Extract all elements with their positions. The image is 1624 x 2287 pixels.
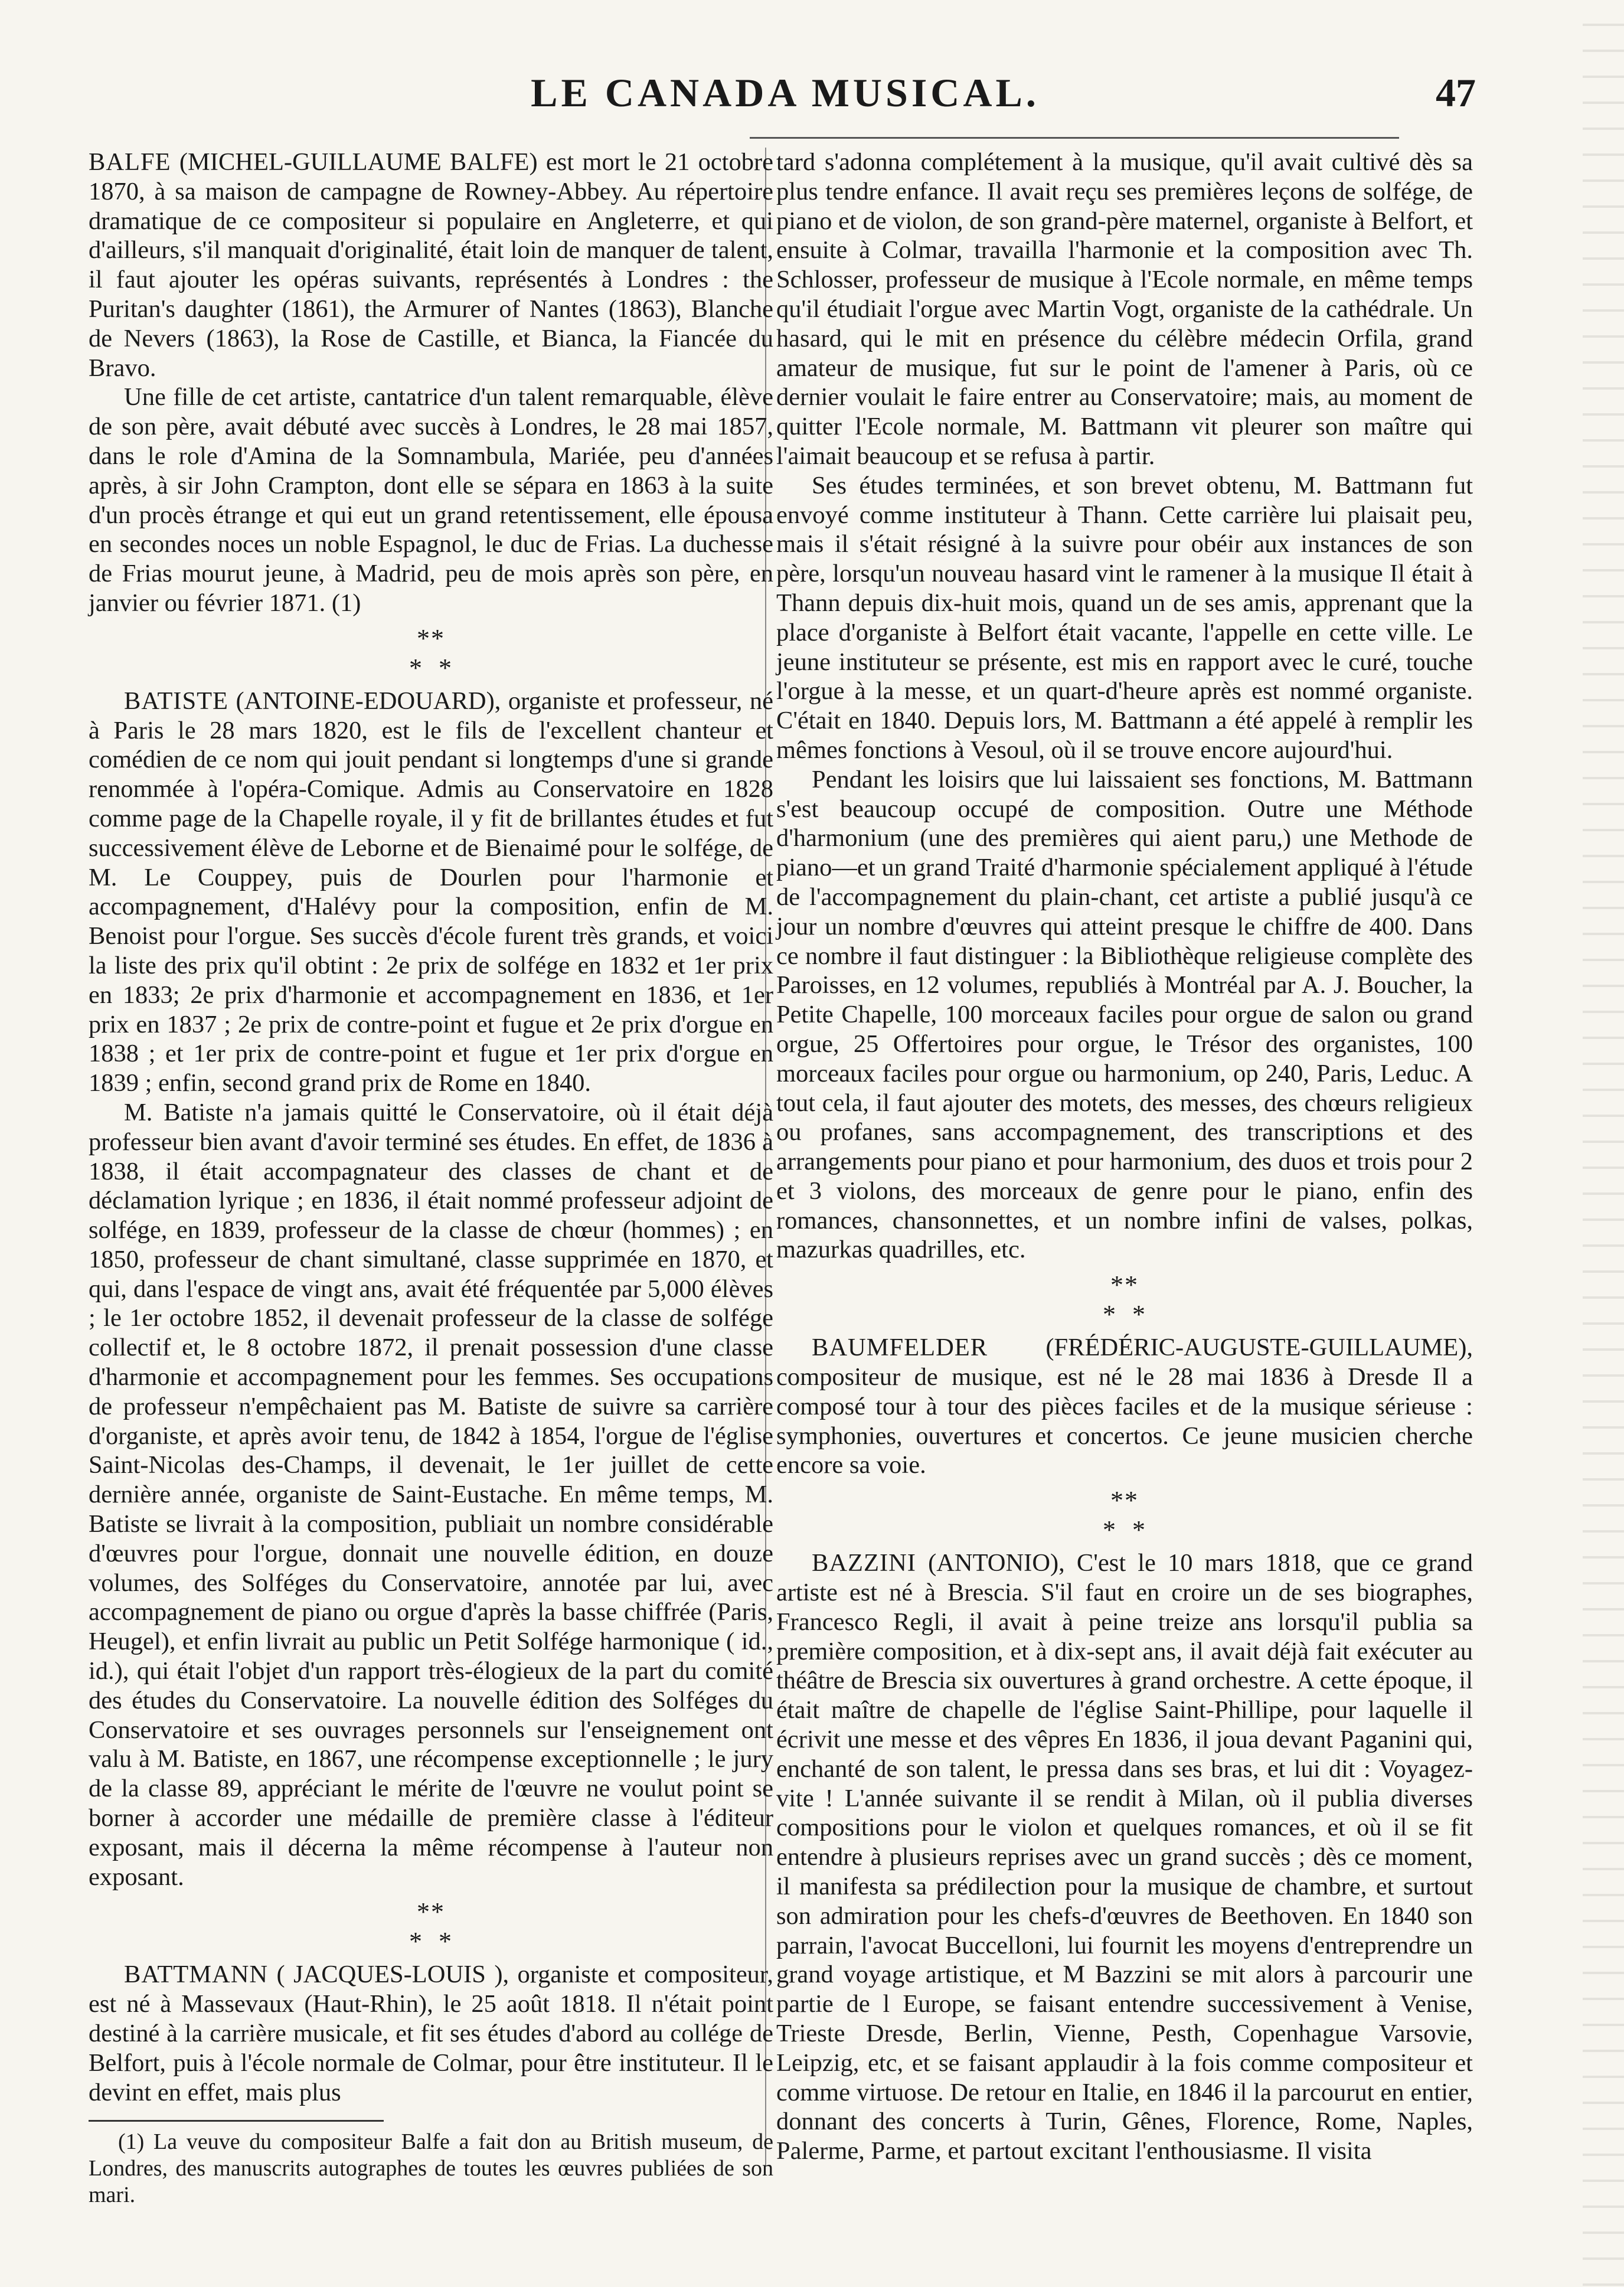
- footnote-rule: [89, 2120, 384, 2122]
- entry-text: est mort le 21 octobre 1870, à sa maison de campagne de Rowney-Abbey. Au répertoire dramatique de ce compositeur si populaire en Angleterre, et qui d'ailleurs, s'il manquait d'originalité, était loin de manquer de talent, il faut ajouter les opéras suivants, représentés à Londres : the Puritan's daughter (1861), the Armurer of Nantes (1863), Blanche de Nevers (1863), la Rose de Castille, et Bianca, la Fiancée du Bravo.: [89, 148, 774, 382]
- entry-balfe: [89, 148, 773, 383]
- entry-fullname: (MICHEL-GUILLAUME BALFE): [179, 148, 538, 176]
- section-separator: ** * *: [1103, 1270, 1146, 1329]
- entry-fullname: (ANTOINE-EDOUARD),: [236, 687, 501, 715]
- paragraph: Pendant les loisirs que lui laissaient ses fonctions, M. Battmann s'est beaucoup occupé de composition. Outre une Méthode d'harmonium (une des premières qui aient paru,) une Methode de piano—et un grand Traité d'harmonie spécialement appliqué à l'étude de l'accompagnement du plain-chant, cet artiste a publié jusqu'à ce jour un nombre d'œuvres qui atteint presque le chiffre de 400. Dans ce nombre il faut distinguer : la Bibliothèque religieuse complète des Paroisses, en 12 volumes, republiés à Montréal par A. J. Boucher, la Petite Chapelle, 100 morceaux faciles pour orgue de salon ou grand orgue, 25 Offertoires pour orgue, le Trésor des organistes, 100 morceaux faciles pour orgue ou harmonium, op 240, Paris, Leduc. A tout cela, il faut ajouter des motets, des messes, des chœurs religieux ou profanes, sans accompagnement, des transcriptions et des arrangements pour piano et pour harmonium, des duos et trois pour 2 et 3 violons, des morceaux de genre pour le piano, enfin des romances, chansonnettes, et un nombre infini de valses, polkas, mazurkas quadrilles, etc.: [776, 765, 1473, 1264]
- entry-name: BAZZINI: [812, 1549, 916, 1577]
- entry-fullname: (ANTONIO),: [928, 1549, 1065, 1577]
- entry-text: compositeur de musique, est né le 28 mai 1836 à Dresde Il a composé tour à tour des pièces faciles et de la musique sérieuse : symphonies, ouvertures et concertos. Ce jeune musicien cherche encore sa voie.: [776, 1363, 1473, 1479]
- footnote-text: (1) La veuve du compositeur Balfe a fait don au British museum, de Londres, des manuscrits autographes de toutes les œuvres publiées de son mari.: [89, 2129, 773, 2208]
- section-separator: ** * *: [409, 1897, 453, 1956]
- page-header: [94, 70, 1476, 123]
- entry-name: BALFE: [89, 148, 171, 176]
- entry-batiste: [89, 687, 773, 1098]
- entry-text: C'est le 10 mars 1818, que ce grand artiste est né à Brescia. S'il faut en croire un de ses biographes, Francesco Regli, il avait à peine treize ans lorsqu'il publia sa première composition, et à dix-sept ans, il avait déjà fait exécuter au théâtre de Brescia six ouvertures à grand orchestre. A cette époque, il était maître de chapelle de l'église Saint-Phillipe, pour laquelle il écrivit une messe et des vêpres En 1836, il joua devant Paganini qui, enchanté de son talent, le pressa dans ses bras, et lui dit : Voyagez-vite ! L'année suivante il se rendit à Milan, où il publia diverses compositions pour le violon et quelques romances, et où il se fit entendre à plusieurs reprises avec un grand succès ; dès ce moment, il manifesta sa prédilection pour la musique de chambre, et surtout son admiration pour les chefs-d'œuvres de Beethoven. En 1840 son parrain, l'avocat Buccelloni, lui fournit les moyens d'entreprendre un grand voyage artistique, et M Bazzini se mit alors à parcourir une partie de l Europe, se faisant entendre successivement à Venise, Trieste Dresde, Berlin, Vienne, Pesth, Copenhague Varsovie, Leipzig, etc, et se faisant applaudir à la fois comme compositeur et comme virtuose. De retour en Italie, en 1846 il la parcourut en entier, donnant des concerts à Turin, Gênes, Florence, Rome, Naples, Palerme, Parme, et partout excitant l'enthousiasme. Il visita: [776, 1549, 1473, 2165]
- entry-battmann: [89, 1960, 773, 2107]
- paragraph: Ses études terminées, et son brevet obtenu, M. Battmann fut envoyé comme instituteur à Thann. Cette carrière lui plaisait peu, mais il s'était résigné à la suivre pour obéir aux instances de son père, lorsqu'un nouveau hasard vint le ramener à la musique Il était à Thann depuis dix-huit mois, quand un de ses amis, apprenant que la place d'organiste à Belfort était vacante, l'appelle en cette ville. Le jeune instituteur se présente, est mis en rapport avec le curé, touche l'orgue à la messe, et un quart-d'heure après est nommé organiste. C'était en 1840. Depuis lors, M. Battmann a été appelé à remplir les mêmes fonctions à Vesoul, où il se trouve encore aujourd'hui.: [776, 471, 1473, 764]
- paragraph: Une fille de cet artiste, cantatrice d'un talent remarquable, élève de son père, avait débuté avec succès à Londres, le 28 mai 1857, dans le role d'Amina de la Somnambula, Mariée, peu d'années après, à sir John Crampton, dont elle se sépara en 1863 à la suite d'un procès étrange et qui eut un grand retentissement, elle épousa en secondes noces un noble Espagnol, le duc de Frias. La duchesse de Frias mourut jeune, à Madrid, peu de mois après son père, en janvier ou février 1871. (1): [89, 383, 773, 617]
- entry-text: organiste et compositeur, est né à Massevaux (Haut-Rhin), le 25 août 1818. Il n'était point destiné à la carrière musicale, et fit ses études d'abord au collége de Belfort, puis à l'école normale de Colmar, pour être instituteur. Il le devint en effet, mais plus: [89, 1961, 774, 2106]
- entry-name: BAUMFELDER: [812, 1334, 988, 1362]
- page-title: LE CANADA MUSICAL.: [531, 70, 1040, 115]
- paragraph: M. Batiste n'a jamais quitté le Conservatoire, où il était déjà professeur bien avant d'avoir terminé ses études. En effet, de 1836 à 1838, il était accompagnateur des classes de chant et de déclamation lyrique ; en 1836, il était nommé professeur adjoint de solfége, en 1839, professeur de la classe de chœur (hommes) ; en 1850, professeur de chant simultané, classe supprimée en 1870, et qui, dans l'espace de vingt ans, avait été fréquentée par 5,000 élèves ; le 1er octobre 1852, il devenait professeur de la classe de solfége collectif et, le 8 octobre 1872, il prenait possession d'une classe d'harmonie et accompagnement pour les femmes. Ses occupations de professeur n'empêchaient pas M. Batiste de suivre sa carrière d'organiste, et après avoir tenu, de 1842 à 1854, l'orgue de l'église Saint-Nicolas des-Champs, il devenait, le 1er juillet de cette dernière année, organiste de Saint-Eustache. En même temps, M. Batiste se livrait à la composition, publiait un nombre considérable d'œuvres pour l'orgue, donnait une nouvelle édition, en douze volumes, des Solféges du Conservatoire, annotée par lui, avec accompagnement de piano ou orgue d'après la basse chiffrée (Paris, Heugel), et enfin livrait au public un Petit Solfége harmonique ( id., id.), qui était l'objet d'un rapport très-élogieux de la part du comité des études du Conservatoire. La nouvelle édition des Solféges du Conservatoire et ses ouvrages personnels sur l'enseignement ont valu à M. Batiste, en 1867, une récompense exceptionnelle ; le jury de la classe 89, appréciant le mérite de l'œuvre ne voulut point se borner à accorder une médaille de première classe à l'éditeur exposant, mais il décerna la même récompense à l'auteur non exposant.: [89, 1098, 773, 1891]
- header-rule: [750, 137, 1399, 139]
- page-number: 47: [1436, 70, 1476, 115]
- entry-name: BATISTE: [124, 687, 228, 715]
- section-separator: ** * *: [1103, 1486, 1146, 1545]
- entry-fullname: ( JACQUES-LOUIS ),: [276, 1961, 509, 1989]
- entry-name: BATTMANN: [124, 1961, 269, 1989]
- entry-text: organiste et professeur, né à Paris le 28 mars 1820, est le fils de l'excellent chanteur et comédien de ce nom qui jouit pendant si longtemps d'une si grande renommée à l'opéra-Comique. Admis au Conservatoire en 1828 comme page de la Chapelle royale, il y fit de brillantes études et fut successivement élève de Leborne et de Bienaimé pour le solfége, de M. Le Couppey, puis de Dourlen pour l'harmonie et accompagnement, d'Halévy pour la composition, enfin de M. Benoist pour l'orgue. Ses succès d'école furent très grands, et voici la liste des prix qu'il obtint : 2e prix de solfége en 1832 et 1er prix en 1833; 2e prix d'harmonie et accompagnement en 1836, et 1er prix en 1837 ; 2e prix de contre-point et fugue et 2e prix d'orgue en 1838 ; et 1er prix de contre-point et fugue et 1er prix d'orgue en 1839 ; enfin, second grand prix de Rome en 1840.: [89, 687, 774, 1097]
- entry-bazzini: [776, 1548, 1473, 2166]
- entry-fullname: (FRÉDÉRIC-AUGUSTE-GUILLAUME),: [1045, 1334, 1473, 1362]
- left-column: [89, 148, 773, 2208]
- entry-baumfelder: [776, 1333, 1473, 1480]
- section-separator: ** * *: [409, 623, 453, 682]
- scan-margin: [1583, 0, 1624, 2287]
- footnote: [89, 2129, 773, 2208]
- right-column: [776, 148, 1473, 2166]
- paragraph: tard s'adonna complétement à la musique, qu'il avait cultivé dès sa plus tendre enfance. Il avait reçu ses premières leçons de solfége, de piano et de violon, de son grand-père maternel, organiste à Belfort, et ensuite à Colmar, travailla l'harmonie et la composition avec Th. Schlosser, professeur de musique à l'Ecole normale, en même temps qu'il étudiait l'orgue avec Martin Vogt, organiste de la cathédrale. Un hasard, qui le mit en présence du célèbre médecin Orfila, grand amateur de musique, fut sur le point de l'amener à Paris, où ce dernier voulait le faire entrer au Conservatoire; mais, au moment de quitter l'Ecole normale, M. Battmann vit pleurer son maître qui l'aimait beaucoup et se refusa à partir.: [776, 148, 1473, 470]
